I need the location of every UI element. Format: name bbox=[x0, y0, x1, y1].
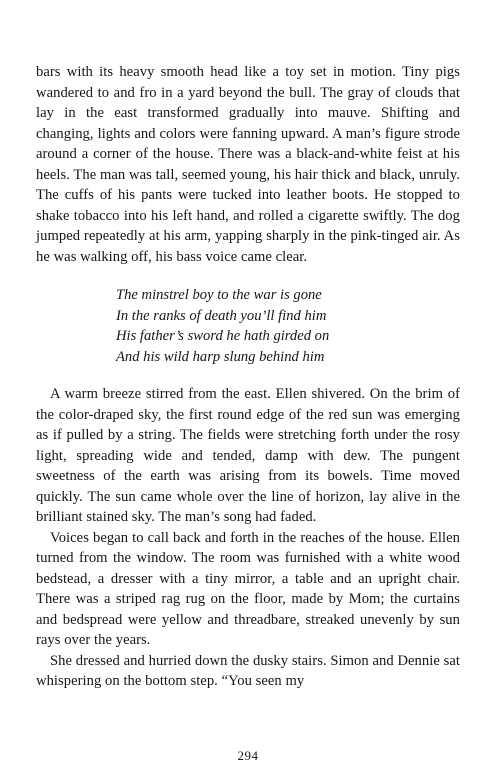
verse-line: In the ranks of death you’ll find him bbox=[116, 307, 327, 324]
verse-block bbox=[116, 285, 460, 367]
paragraph-breeze: A warm breeze stirred from the east. Ellen shivered. On the brim of the color-draped sky, the first round edge of the red sun was emerging as if pulled by a string. The fields were stretching forth under the rosy light, spreading wide and tended, damp with dew. The pungent sweetness of the earth was arising from its bowels. Time moved quickly. The sun came whole over the line of horizon, lay alive in the brilliant stained sky. The man’s song had faded. bbox=[36, 386, 460, 525]
page-number: 294 bbox=[237, 748, 259, 763]
paragraph-voices: Voices began to call back and forth in the reaches of the house. Ellen turned from the window. The room was furnished with a white wood bedstead, a dresser with a tiny mirror, a table and an upright chair. There was a striped rag rug on the floor, made by Mom; the curtains and bedspread were yellow and threadbare, streaked unevenly by sun rays over the years. bbox=[36, 529, 460, 648]
paragraph-opening: bars with its heavy smooth head like a toy set in motion. Tiny pigs wandered to and fro in a yard beyond the bull. The gray of clouds that lay in the east transformed gradually into mauve. Shifting and changing, lights and colors were fanning upward. A man’s figure strode around a corner of the house. There was a black-and-white feist at his heels. The man was tall, seemed young, his hair thick and black, unruly. The cuffs of his pants were tucked into leather boots. He stopped to shake tobacco into his left hand, and rolled a cigarette swiftly. The dog jumped repeatedly at his arm, yapping sharply in the pink-tinged air. As he was walking off, his bass voice came clear. bbox=[36, 64, 460, 265]
verse-line: The minstrel boy to the war is gone bbox=[116, 287, 322, 303]
page-text-block bbox=[36, 62, 460, 692]
verse-line: His father’s sword he hath girded on bbox=[116, 328, 330, 344]
verse-line: And his wild harp slung behind him bbox=[116, 348, 325, 365]
paragraph-dressed: She dressed and hurried down the dusky stairs. Simon and Dennie sat whispering on the bottom step. “You seen my bbox=[36, 652, 460, 689]
